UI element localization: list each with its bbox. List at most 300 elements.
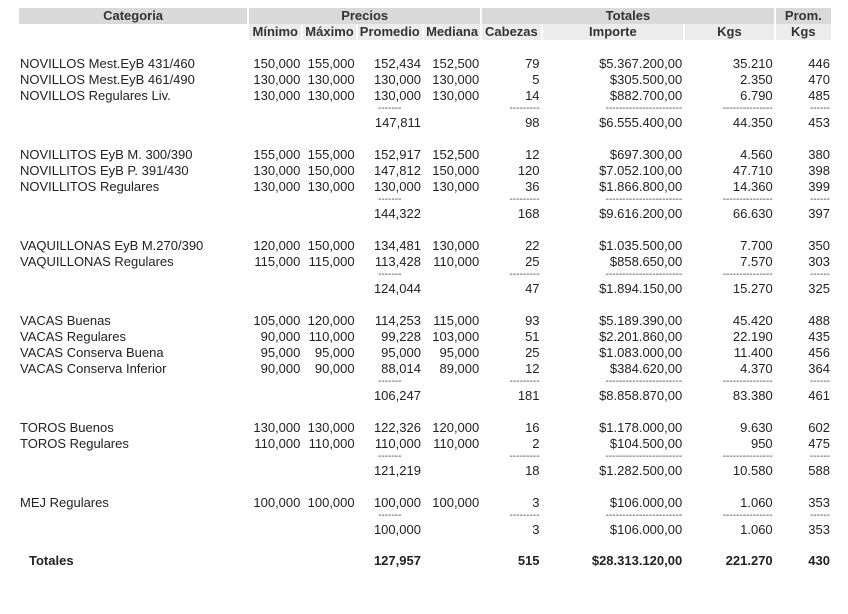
subtotal-blank (303, 205, 355, 223)
separator-kgs: --------------- (722, 270, 773, 280)
subtotal-cabezas: 47 (525, 281, 540, 296)
kgs-cell: 950 (750, 436, 773, 451)
mediana-cell: 95,000 (439, 345, 480, 360)
category-cell: VAQUILLONAS Regulares (20, 254, 174, 269)
cabezas-cell: 51 (525, 329, 540, 344)
totals-blank (303, 552, 355, 570)
prom-kgs-cell: 353 (808, 495, 830, 510)
maximo-cell: 130,000 (307, 88, 355, 103)
subtotal-kgs: 66.630 (732, 206, 773, 221)
minimo-cell: 110,000 (254, 436, 301, 451)
mediana-cell: 110,000 (433, 254, 480, 269)
subtotal-kgs: 1.060 (740, 522, 773, 537)
table-row (19, 436, 831, 452)
separator-importe: ----------------------- (605, 195, 683, 205)
subtotal-row (19, 205, 831, 223)
cabezas-cell: 3 (532, 495, 540, 510)
promedio-cell: 99,228 (381, 329, 421, 344)
separator-blank (249, 104, 301, 114)
totals-blank (249, 552, 301, 570)
subtotal-prom-kgs: 397 (808, 206, 830, 221)
separator-prom-kgs: ------ (810, 511, 830, 521)
separator-importe: ----------------------- (605, 270, 683, 280)
separator-blank (303, 377, 355, 387)
subtotal-blank (424, 521, 480, 539)
minimo-cell: 155,000 (253, 147, 301, 162)
header-row-columns (19, 24, 831, 40)
cabezas-cell: 79 (525, 56, 540, 71)
kgs-cell: 7.570 (740, 254, 773, 269)
promedio-cell: 152,917 (373, 147, 421, 162)
mediana-cell: 89,000 (439, 361, 480, 376)
subtotal-separator-row (19, 452, 831, 462)
subtotal-blank (424, 387, 480, 405)
table-row (19, 361, 831, 377)
subtotal-blank (19, 521, 247, 539)
mediana-cell: 120,000 (432, 420, 480, 435)
importe-cell: $882.700,00 (609, 88, 683, 103)
separator-kgs: --------------- (722, 104, 773, 114)
separator-blank (303, 511, 355, 521)
mediana-cell: 152,500 (432, 56, 480, 71)
subtotal-blank (303, 521, 355, 539)
header-kgs: Kgs (685, 24, 773, 40)
minimo-cell: 105,000 (253, 313, 301, 328)
spacer-row (19, 405, 831, 420)
maximo-cell: 110,000 (308, 329, 355, 344)
subtotal-row (19, 387, 831, 405)
separator-promedio: ------- (378, 377, 402, 387)
subtotal-blank (249, 114, 301, 132)
subtotal-kgs: 83.380 (732, 388, 773, 403)
kgs-cell: 6.790 (740, 88, 773, 103)
maximo-cell: 155,000 (307, 147, 355, 162)
subtotal-cabezas: 3 (532, 522, 540, 537)
minimo-cell: 115,000 (254, 254, 301, 269)
category-cell: VAQUILLONAS EyB M.270/390 (20, 238, 204, 253)
subtotal-promedio: 100,000 (373, 522, 421, 537)
subtotal-cabezas: 181 (517, 388, 540, 403)
separator-blank (424, 270, 480, 280)
kgs-cell: 35.210 (732, 56, 773, 71)
prom-kgs-cell: 488 (808, 313, 830, 328)
importe-cell: $858.650,00 (609, 254, 683, 269)
subtotal-blank (424, 462, 480, 480)
table-row (19, 238, 831, 254)
separator-promedio: ------- (378, 270, 402, 280)
promedio-cell: 95,000 (381, 345, 421, 360)
subtotal-separator-row (19, 511, 831, 521)
maximo-cell: 100,000 (307, 495, 355, 510)
prom-kgs-cell: 399 (808, 179, 830, 194)
spacer-cell (19, 40, 831, 56)
subtotal-row (19, 280, 831, 298)
kgs-cell: 4.370 (740, 361, 773, 376)
separator-kgs: --------------- (722, 452, 773, 462)
subtotal-blank (19, 387, 247, 405)
totals-cabezas: 515 (517, 553, 540, 568)
cabezas-cell: 12 (525, 147, 540, 162)
header-precios: Precios (249, 8, 480, 24)
separator-blank (303, 452, 355, 462)
subtotal-prom-kgs: 461 (808, 388, 830, 403)
subtotal-prom-kgs: 588 (808, 463, 830, 478)
table-row (19, 329, 831, 345)
totals-label: Totales (29, 553, 74, 568)
subtotal-blank (303, 280, 355, 298)
subtotal-blank (249, 387, 301, 405)
kgs-cell: 47.710 (732, 163, 773, 178)
subtotal-blank (249, 521, 301, 539)
minimo-cell: 100,000 (253, 495, 301, 510)
header-row-groups (19, 8, 831, 24)
prom-kgs-cell: 602 (808, 420, 830, 435)
importe-cell: $1.178.000,00 (599, 420, 683, 435)
separator-blank (303, 104, 355, 114)
separator-blank (249, 452, 301, 462)
promedio-cell: 134,481 (373, 238, 421, 253)
minimo-cell: 90,000 (260, 329, 301, 344)
separator-prom-kgs: ------ (810, 270, 830, 280)
maximo-cell: 150,000 (307, 238, 355, 253)
separator-blank (249, 270, 301, 280)
separator-cabezas: --------- (509, 452, 540, 462)
importe-cell: $2.201.860,00 (599, 329, 683, 344)
prom-kgs-cell: 456 (808, 345, 830, 360)
prom-kgs-cell: 398 (808, 163, 830, 178)
subtotal-importe: $1.894.150,00 (599, 281, 683, 296)
maximo-cell: 110,000 (308, 436, 355, 451)
subtotal-promedio: 121,219 (373, 463, 421, 478)
separator-importe: ----------------------- (605, 511, 683, 521)
separator-promedio: ------- (378, 104, 402, 114)
prom-kgs-cell: 485 (808, 88, 830, 103)
separator-kgs: --------------- (722, 195, 773, 205)
table-row (19, 179, 831, 195)
cabezas-cell: 25 (525, 345, 540, 360)
subtotal-separator-row (19, 270, 831, 280)
separator-kgs: --------------- (722, 377, 773, 387)
subtotal-blank (19, 205, 247, 223)
subtotal-blank (249, 205, 301, 223)
minimo-cell: 120,000 (253, 238, 301, 253)
kgs-cell: 45.420 (732, 313, 773, 328)
subtotal-row (19, 462, 831, 480)
separator-promedio: ------- (378, 452, 402, 462)
spacer-cell (19, 405, 831, 420)
importe-cell: $1.866.800,00 (599, 179, 683, 194)
separator-prom-kgs: ------ (810, 452, 830, 462)
maximo-cell: 130,000 (307, 72, 355, 87)
subtotal-prom-kgs: 325 (808, 281, 830, 296)
separator-blank (424, 377, 480, 387)
category-cell: MEJ Regulares (20, 495, 109, 510)
cabezas-cell: 93 (525, 313, 540, 328)
category-cell: TOROS Buenos (20, 420, 114, 435)
category-cell: VACAS Regulares (20, 329, 126, 344)
importe-cell: $1.035.500,00 (599, 238, 683, 253)
minimo-cell: 90,000 (260, 361, 301, 376)
cabezas-cell: 5 (532, 72, 540, 87)
promedio-cell: 147,812 (373, 163, 421, 178)
subtotal-prom-kgs: 453 (808, 115, 830, 130)
subtotal-blank (19, 114, 247, 132)
kgs-cell: 1.060 (740, 495, 773, 510)
subtotal-blank (303, 114, 355, 132)
promedio-cell: 152,434 (373, 56, 421, 71)
subtotal-promedio: 124,044 (373, 281, 421, 296)
separator-importe: ----------------------- (605, 104, 683, 114)
header-importe: Importe (543, 24, 684, 40)
category-cell: NOVILLOS Mest.EyB 461/490 (20, 72, 195, 87)
table-row (19, 147, 831, 163)
spacer-row (19, 132, 831, 147)
subtotal-kgs: 15.270 (732, 281, 773, 296)
kgs-cell: 9.630 (740, 420, 773, 435)
promedio-cell: 122,326 (373, 420, 421, 435)
promedio-cell: 88,014 (381, 361, 421, 376)
maximo-cell: 155,000 (307, 56, 355, 71)
subtotal-promedio: 106,247 (373, 388, 421, 403)
spacer-cell (19, 223, 831, 238)
prom-kgs-cell: 446 (808, 56, 830, 71)
separator-importe: ----------------------- (605, 377, 683, 387)
separator-blank (249, 195, 301, 205)
table-row (19, 313, 831, 329)
minimo-cell: 130,000 (253, 163, 301, 178)
mediana-cell: 115,000 (433, 313, 480, 328)
cabezas-cell: 36 (525, 179, 540, 194)
minimo-cell: 130,000 (253, 179, 301, 194)
header-promedio: Promedio (358, 24, 422, 40)
subtotal-importe: $1.282.500,00 (599, 463, 683, 478)
category-cell: NOVILLOS Regulares Liv. (20, 88, 171, 103)
mediana-cell: 130,000 (432, 72, 480, 87)
cabezas-cell: 22 (525, 238, 540, 253)
table-row (19, 420, 831, 436)
totals-row (19, 552, 831, 570)
importe-cell: $305.500,00 (609, 72, 683, 87)
separator-kgs: --------------- (722, 511, 773, 521)
prom-kgs-cell: 350 (808, 238, 830, 253)
separator-cabezas: --------- (509, 377, 540, 387)
mediana-cell: 130,000 (432, 179, 480, 194)
spacer-cell (19, 480, 831, 495)
promedio-cell: 130,000 (373, 72, 421, 87)
kgs-cell: 7.700 (740, 238, 773, 253)
spacer-row (19, 223, 831, 238)
subtotal-row (19, 521, 831, 539)
separator-cabezas: --------- (509, 270, 540, 280)
mediana-cell: 152,500 (432, 147, 480, 162)
cabezas-cell: 25 (525, 254, 540, 269)
spacer-row (19, 480, 831, 495)
cabezas-cell: 120 (517, 163, 540, 178)
table-body (19, 40, 831, 570)
subtotal-importe: $9.616.200,00 (599, 206, 683, 221)
subtotal-blank (303, 462, 355, 480)
table-row (19, 495, 831, 511)
subtotal-importe: $6.555.400,00 (599, 115, 683, 130)
totals-prom-kgs: 430 (808, 553, 830, 568)
subtotal-separator-row (19, 104, 831, 114)
separator-blank (424, 195, 480, 205)
mediana-cell: 110,000 (433, 436, 480, 451)
subtotal-importe: $8.858.870,00 (599, 388, 683, 403)
separator-blank (19, 511, 247, 521)
totals-importe: $28.313.120,00 (591, 553, 683, 568)
spacer-row (19, 539, 831, 552)
category-cell: TOROS Regulares (20, 436, 129, 451)
mediana-cell: 150,000 (432, 163, 480, 178)
separator-blank (303, 270, 355, 280)
importe-cell: $104.500,00 (609, 436, 683, 451)
spacer-cell (19, 539, 831, 552)
importe-cell: $384.620,00 (609, 361, 683, 376)
header-mediana: Mediana (424, 24, 480, 40)
promedio-cell: 110,000 (374, 436, 421, 451)
subtotal-blank (303, 387, 355, 405)
promedio-cell: 114,253 (374, 313, 421, 328)
category-cell: VACAS Buenas (20, 313, 111, 328)
separator-cabezas: --------- (509, 104, 540, 114)
separator-blank (424, 452, 480, 462)
cabezas-cell: 2 (532, 436, 540, 451)
category-cell: NOVILLITOS EyB M. 300/390 (20, 147, 193, 162)
maximo-cell: 120,000 (307, 313, 355, 328)
maximo-cell: 115,000 (308, 254, 355, 269)
subtotal-blank (249, 462, 301, 480)
importe-cell: $5.189.390,00 (599, 313, 683, 328)
header-blank (19, 24, 247, 40)
separator-blank (249, 511, 301, 521)
mediana-cell: 130,000 (432, 238, 480, 253)
category-cell: NOVILLITOS EyB P. 391/430 (20, 163, 189, 178)
spacer-row (19, 298, 831, 313)
separator-importe: ----------------------- (605, 452, 683, 462)
separator-blank (424, 511, 480, 521)
separator-promedio: ------- (378, 195, 402, 205)
importe-cell: $1.083.000,00 (599, 345, 683, 360)
table-row (19, 88, 831, 104)
totals-blank (424, 552, 480, 570)
subtotal-kgs: 10.580 (732, 463, 773, 478)
table-row (19, 56, 831, 72)
separator-prom-kgs: ------ (810, 195, 830, 205)
category-cell: NOVILLITOS Regulares (20, 179, 160, 194)
kgs-cell: 11.400 (733, 345, 773, 360)
cabezas-cell: 16 (525, 420, 540, 435)
kgs-cell: 4.560 (740, 147, 773, 162)
separator-blank (19, 452, 247, 462)
table-row (19, 163, 831, 179)
subtotal-blank (19, 462, 247, 480)
importe-cell: $5.367.200,00 (599, 56, 683, 71)
promedio-cell: 100,000 (373, 495, 421, 510)
header-prom-kgs: Kgs (776, 24, 831, 40)
header-prom: Prom. (776, 8, 831, 24)
promedio-cell: 113,428 (374, 254, 421, 269)
separator-blank (249, 377, 301, 387)
kgs-cell: 2.350 (740, 72, 773, 87)
separator-blank (303, 195, 355, 205)
prom-kgs-cell: 475 (808, 436, 830, 451)
separator-promedio: ------- (378, 511, 402, 521)
category-cell: NOVILLOS Mest.EyB 431/460 (20, 56, 195, 71)
maximo-cell: 95,000 (314, 345, 355, 360)
cabezas-cell: 12 (525, 361, 540, 376)
minimo-cell: 130,000 (253, 88, 301, 103)
maximo-cell: 150,000 (307, 163, 355, 178)
separator-cabezas: --------- (509, 511, 540, 521)
mediana-cell: 103,000 (432, 329, 480, 344)
importe-cell: $697.300,00 (609, 147, 683, 162)
category-cell: VACAS Conserva Buena (20, 345, 164, 360)
header-cabezas: Cabezas (482, 24, 540, 40)
prom-kgs-cell: 364 (808, 361, 830, 376)
subtotal-blank (249, 280, 301, 298)
separator-prom-kgs: ------ (810, 377, 830, 387)
table-row (19, 72, 831, 88)
prom-kgs-cell: 470 (808, 72, 830, 87)
subtotal-cabezas: 98 (525, 115, 540, 130)
subtotal-prom-kgs: 353 (808, 522, 830, 537)
subtotal-separator-row (19, 195, 831, 205)
prom-kgs-cell: 380 (808, 147, 830, 162)
minimo-cell: 150,000 (253, 56, 301, 71)
separator-cabezas: --------- (509, 195, 540, 205)
subtotal-row (19, 114, 831, 132)
totals-kgs: 221.270 (725, 553, 773, 568)
subtotal-kgs: 44.350 (732, 115, 773, 130)
spacer-row (19, 40, 831, 56)
importe-cell: $106.000,00 (609, 495, 683, 510)
minimo-cell: 130,000 (253, 72, 301, 87)
minimo-cell: 95,000 (260, 345, 301, 360)
cabezas-cell: 14 (525, 88, 540, 103)
subtotal-promedio: 144,322 (373, 206, 421, 221)
cattle-prices-table (17, 8, 833, 570)
kgs-cell: 14.360 (732, 179, 773, 194)
separator-blank (424, 104, 480, 114)
prom-kgs-cell: 303 (808, 254, 830, 269)
subtotal-blank (424, 280, 480, 298)
header-maximo: Máximo (305, 24, 354, 39)
subtotal-blank (424, 205, 480, 223)
totals-promedio: 127,957 (373, 553, 421, 568)
prom-kgs-cell: 435 (808, 329, 830, 344)
importe-cell: $7.052.100,00 (599, 163, 683, 178)
subtotal-cabezas: 168 (517, 206, 540, 221)
spacer-cell (19, 298, 831, 313)
promedio-cell: 130,000 (373, 179, 421, 194)
maximo-cell: 130,000 (307, 179, 355, 194)
maximo-cell: 90,000 (314, 361, 355, 376)
subtotal-cabezas: 18 (525, 463, 540, 478)
promedio-cell: 130,000 (373, 88, 421, 103)
table-row (19, 345, 831, 361)
header-totales: Totales (482, 8, 773, 24)
header-categoria: Categoria (19, 8, 247, 24)
separator-blank (19, 104, 247, 114)
separator-prom-kgs: ------ (810, 104, 830, 114)
mediana-cell: 130,000 (432, 88, 480, 103)
table-row (19, 254, 831, 270)
separator-blank (19, 377, 247, 387)
separator-blank (19, 270, 247, 280)
subtotal-separator-row (19, 377, 831, 387)
minimo-cell: 130,000 (253, 420, 301, 435)
